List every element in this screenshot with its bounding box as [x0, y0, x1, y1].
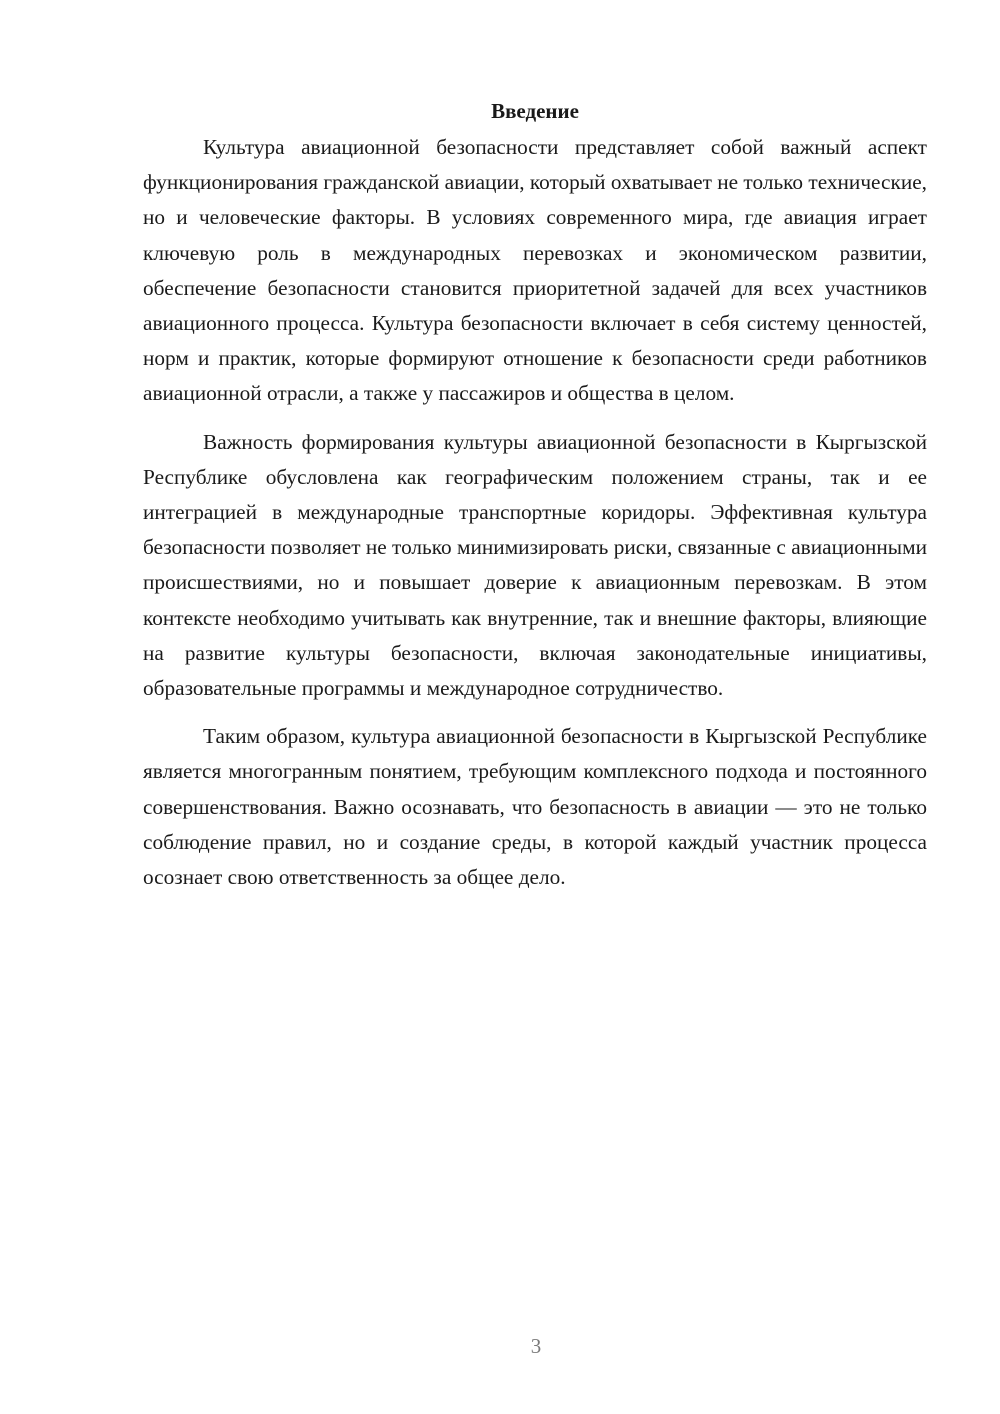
section-title: Введение [491, 99, 579, 123]
page-number: 3 [530, 1334, 542, 1358]
paragraph-1: Культура авиационной безопасности представляет собой важный аспект функционирования гражданской авиации, который охватывает не только технические, но и человеческие факторы. В условиях современного мира, где авиация играет ключевую роль в международных перевозках и экономическом развитии, обеспечение безопасности становится приоритетной задачей для всех участников авиационного процесса. Культура безопасности включает в себя систему ценностей, норм и практик, которые формируют отношение к безопасности среди работников авиационной отрасли, а также у пассажиров и общества в целом. [143, 135, 927, 406]
page-content [143, 96, 927, 908]
paragraph-3: Таким образом, культура авиационной безопасности в Кыргызской Республике является многогранным понятием, требующим комплексного подхода и постоянного совершенствования. Важно осознавать, что безопасность в авиации — это не только соблюдение правил, но и создание среды, в которой каждый участник процесса осознает свою ответственность за общее дело. [143, 724, 927, 890]
paragraph-2: Важность формирования культуры авиационной безопасности в Кыргызской Республике обусловлена как географическим положением страны, так и ее интеграцией в международные транспортные коридоры. Эффективная культура безопасности позволяет не только минимизировать риски, связанные с авиационными происшествиями, но и повышает доверие к авиационным перевозкам. В этом контексте необходимо учитывать как внутренние, так и внешние факторы, влияющие на развитие культуры безопасности, включая законодательные инициативы, образовательные программы и международное сотрудничество. [143, 429, 927, 701]
